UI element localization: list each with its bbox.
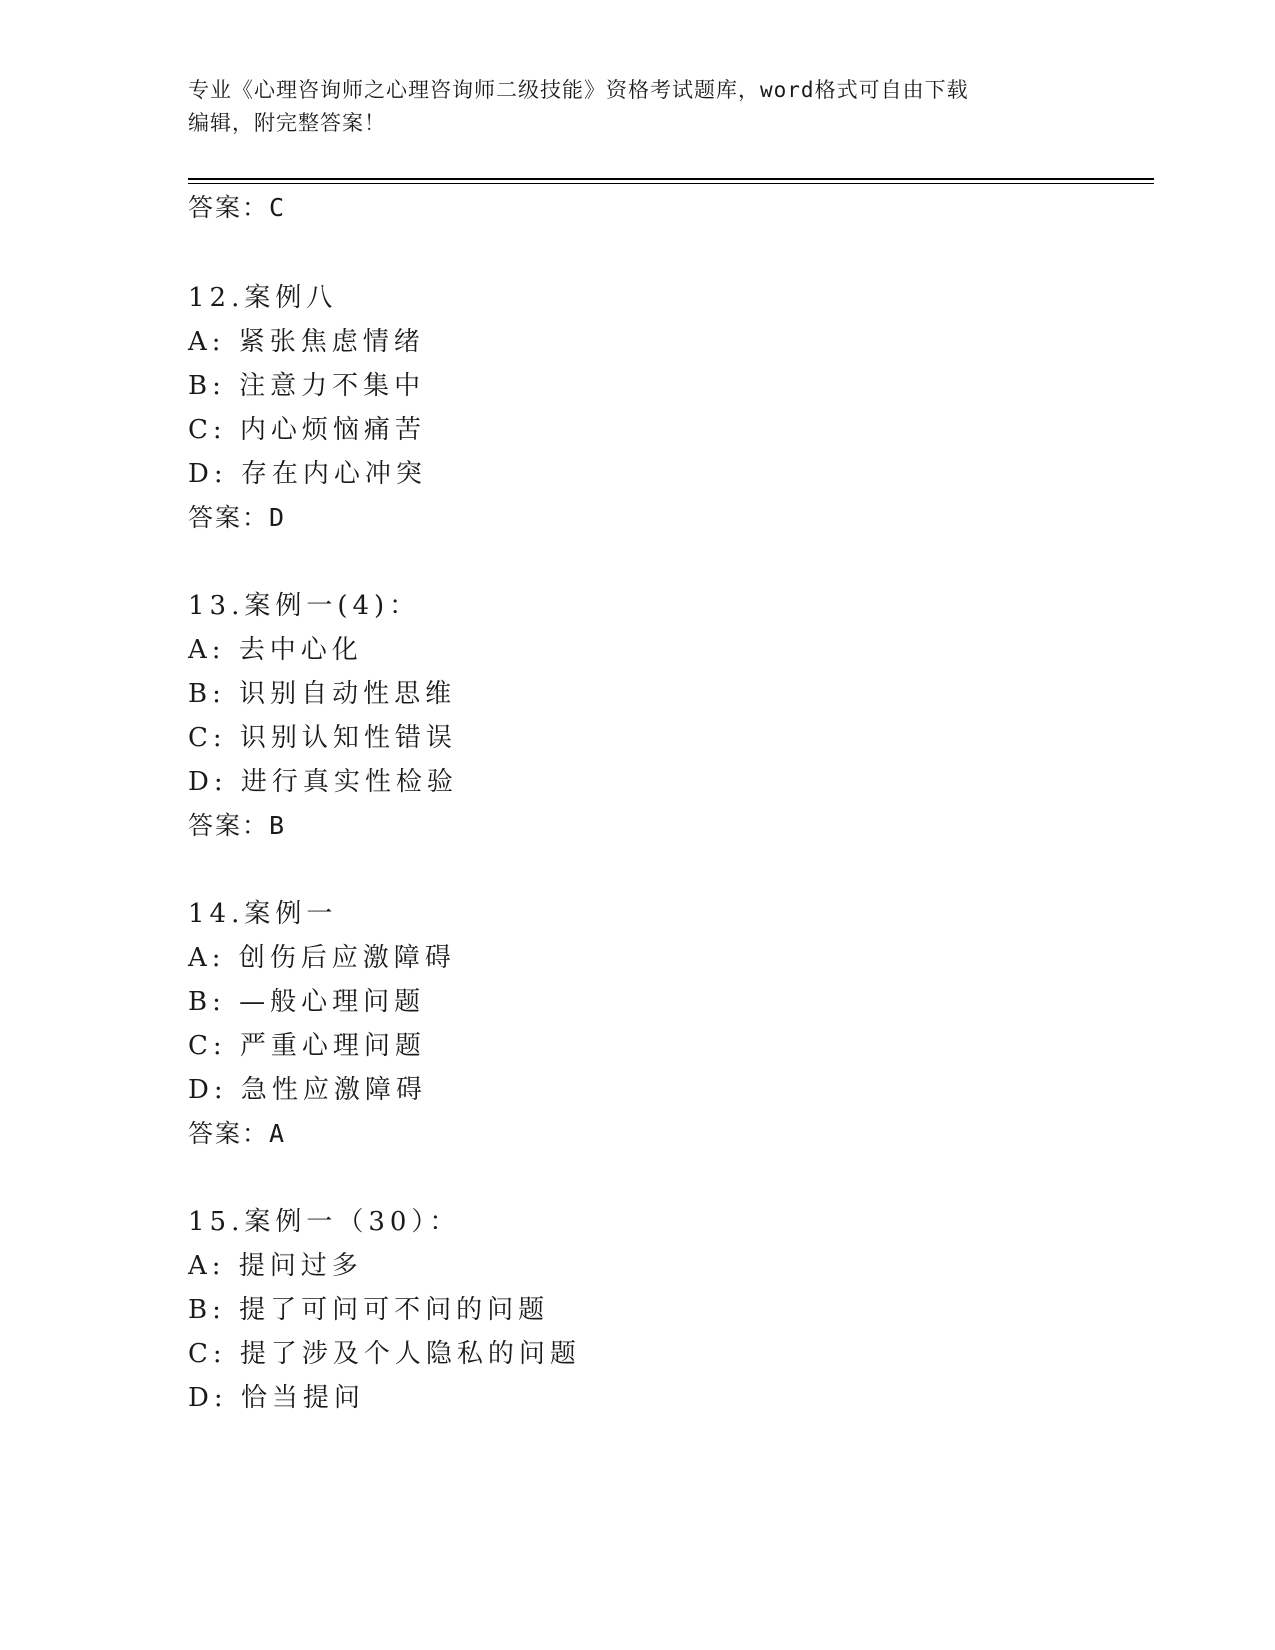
question-12-option-c: C: 内心烦恼痛苦 (188, 415, 426, 445)
question-15-title: 15.案例一（30）： (188, 1207, 461, 1237)
question-15-option-b: B: 提了可问可不问的问题 (188, 1295, 550, 1325)
answer-q13: 答案：B (188, 811, 287, 840)
answer-q12: 答案：D (188, 503, 287, 532)
question-12-title: 12.案例八 (188, 283, 338, 313)
question-15-option-a: A: 提问过多 (188, 1251, 363, 1281)
answer-q11: 答案：C (188, 193, 287, 222)
question-13-option-b: B: 识别自动性思维 (188, 679, 457, 709)
answer-q14: 答案：A (188, 1119, 287, 1148)
question-13-option-c: C: 识别认知性错误 (188, 723, 457, 753)
question-15-option-c: C: 提了涉及个人隐私的问题 (188, 1339, 581, 1369)
question-12-option-b: B: 注意力不集中 (188, 371, 426, 401)
question-13-title: 13.案例一(4)： (188, 591, 421, 621)
question-14-title: 14.案例一 (188, 899, 338, 929)
question-14-option-a: A: 创伤后应激障碍 (188, 943, 456, 973)
question-12-option-d: D: 存在内心冲突 (188, 459, 427, 489)
header-divider (188, 178, 1154, 184)
header-line-1: 专业《心理咨询师之心理咨询师二级技能》资格考试题库，word格式可自由下载 (188, 78, 969, 102)
document-header (188, 74, 1088, 140)
question-13-option-d: D: 进行真实性检验 (188, 767, 458, 797)
question-14-option-c: C: 严重心理问题 (188, 1031, 426, 1061)
question-12-option-a: A: 紧张焦虑情绪 (188, 327, 425, 357)
header-line-2: 编辑，附完整答案！ (188, 111, 386, 135)
question-14-option-b: B: —般心理问题 (188, 987, 426, 1017)
question-13-option-a: A: 去中心化 (188, 635, 363, 665)
question-14-option-d: D: 急性应激障碍 (188, 1075, 427, 1105)
question-15-option-d: D: 恰当提问 (188, 1383, 365, 1413)
